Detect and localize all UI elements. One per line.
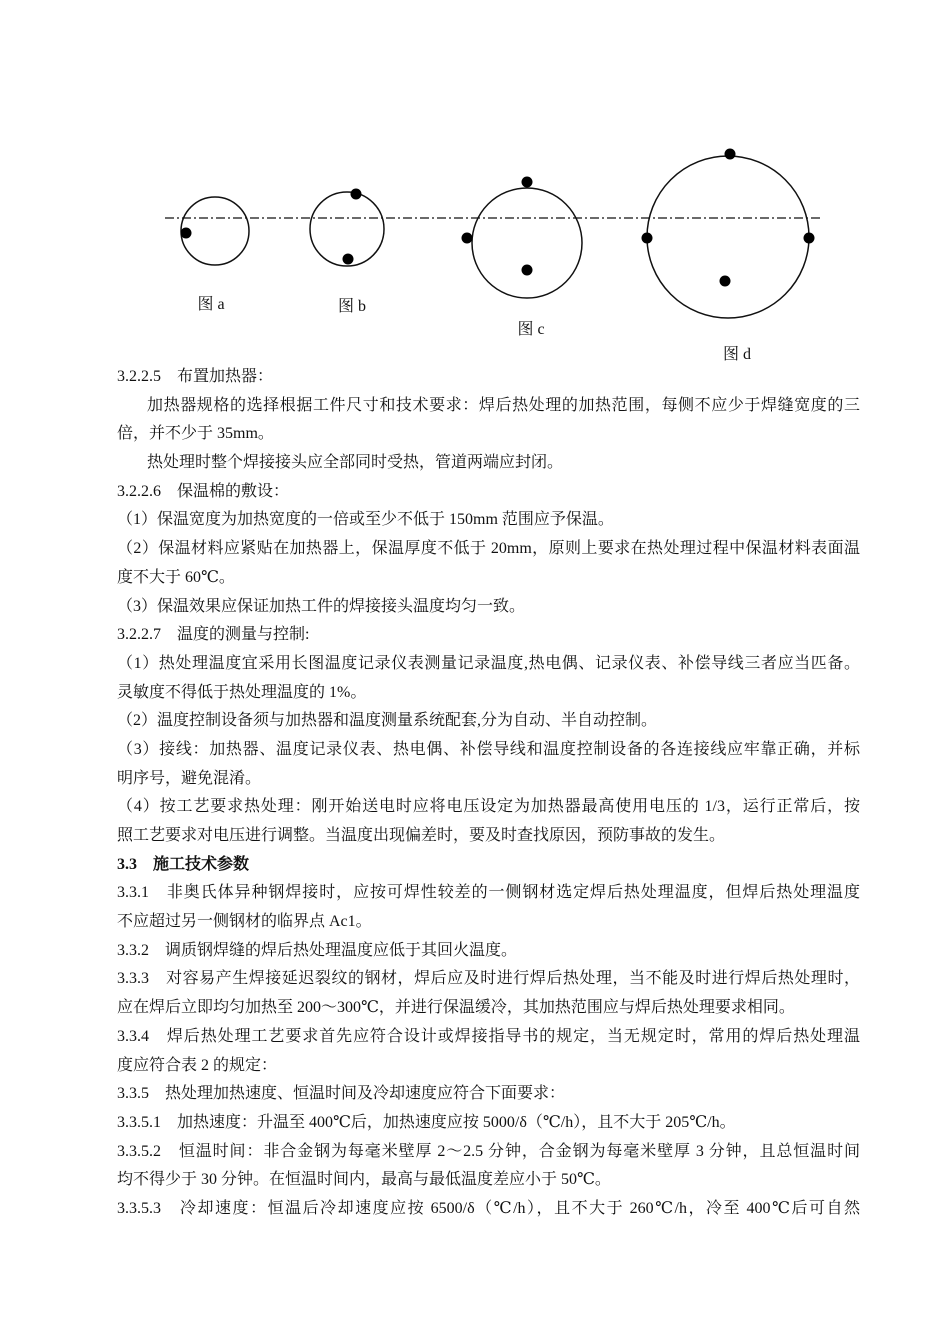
- thermocouple-point: [462, 233, 473, 244]
- figure-c-pipe: [462, 177, 583, 299]
- list-item: [117, 593, 860, 622]
- clause-3-3-2: [117, 937, 860, 966]
- clause-line: 度应符合表 2 的规定：: [117, 1056, 278, 1074]
- clause-line: 3.3.2 调质钢焊缝的焊后热处理温度应低于其回火温度。: [117, 941, 518, 959]
- thermocouple-placement-figure: [0, 0, 950, 370]
- clause-line: 3.3.4 焊后热处理工艺要求首先应符合设计或焊接指导书的规定，当无规定时，常用的焊后热处理温: [117, 1027, 860, 1045]
- clause-line: 不应超过另一侧钢材的临界点 Ac1。: [117, 913, 372, 931]
- list-item-line: （1）热处理温度宜采用长图温度记录仪表测量记录温度,热电偶、记录仪表、补偿导线三者应当匹备。: [117, 654, 860, 672]
- list-item: [117, 707, 860, 736]
- section-heading: 3.3 施工技术参数: [117, 855, 250, 873]
- clause-3-3-1: [117, 879, 860, 936]
- section-heading: 3.2.2.6 保温棉的敷设：: [117, 482, 290, 500]
- pipe-cross-section-circle: [181, 197, 249, 265]
- clause-3-3-5-2: [117, 1138, 860, 1195]
- list-item: [117, 736, 860, 793]
- clause-line: 均不得少于 30 分钟。在恒温时间内，最高与最低温度差应小于 50℃。: [117, 1171, 611, 1189]
- list-item-line: 灵敏度不得低于热处理温度的 1%。: [117, 683, 367, 701]
- list-item-line: （3）保温效果应保证加热工件的焊接接头温度均匀一致。: [117, 597, 526, 615]
- clause-line: 应在焊后立即均匀加热至 200～300℃，并进行保温缓冷，其加热范围应与焊后热处理要求相同。: [117, 999, 795, 1017]
- clause-line: 3.3.5 热处理加热速度、恒温时间及冷却速度应符合下面要求：: [117, 1085, 566, 1103]
- clause-3-3-3: [117, 965, 860, 1022]
- thermocouple-point: [522, 265, 533, 276]
- paragraph-line: 热处理时整个焊接接头应全部同时受热，管道两端应封闭。: [147, 454, 564, 472]
- thermocouple-point: [522, 177, 533, 188]
- clause-line: 3.3.5.2 恒温时间：非合金钢为每毫米壁厚 2～2.5 分钟，合金钢为每毫米壁厚 3 分钟，且总恒温时间: [117, 1142, 860, 1160]
- clause-line: 3.3.3 对容易产生焊接延迟裂纹的钢材，焊后应及时进行焊后热处理，当不能及时进行焊后热处理时，: [117, 970, 860, 988]
- paragraph-line: 加热器规格的选择根据工件尺寸和技术要求：焊后热处理的加热范围，每侧不应少于焊缝宽度的三: [147, 396, 860, 414]
- thermocouple-point: [725, 149, 736, 160]
- thermocouple-point: [351, 189, 362, 200]
- section-3-2-2-5: [117, 363, 860, 478]
- figure-caption-c: 图 c: [517, 321, 545, 338]
- section-heading: 3.2.2.7 温度的测量与控制:: [117, 626, 310, 644]
- figure-a-pipe: [181, 197, 250, 265]
- body-text: [117, 363, 860, 1224]
- clause-3-3-5-1: [117, 1109, 860, 1138]
- figure-b-pipe: [310, 189, 384, 267]
- thermocouple-point: [720, 276, 731, 287]
- list-item: [117, 650, 860, 707]
- clause-3-3-5-3: [117, 1195, 860, 1224]
- list-item-line: 明序号，避免混淆。: [117, 769, 262, 787]
- figure-caption-d: 图 d: [722, 346, 751, 363]
- section-3-3: [117, 851, 860, 1224]
- list-item-line: （2）温度控制设备须与加热器和温度测量系统配套,分为自动、半自动控制。: [117, 712, 658, 730]
- section-3-2-2-6: [117, 478, 860, 621]
- thermocouple-point: [804, 233, 815, 244]
- figure-caption-a: 图 a: [197, 296, 225, 313]
- figure-d-pipe: [642, 149, 815, 319]
- list-item: [117, 535, 860, 592]
- clause-line: 3.3.5.3 冷却速度：恒温后冷却速度应按 6500/δ（℃/h），且不大于 260℃/h，冷至 400℃后可自然: [117, 1199, 860, 1217]
- list-item-line: （2）保温材料应紧贴在加热器上，保温厚度不低于 20mm，原则上要求在热处理过程中保温材料表面温: [117, 540, 860, 558]
- clause-line: 3.3.1 非奥氏体异种钢焊接时，应按可焊性较差的一侧钢材选定焊后热处理温度，但焊后热处理温度: [117, 884, 860, 902]
- pipe-cross-section-circle: [472, 188, 582, 298]
- section-3-2-2-7: [117, 621, 860, 851]
- paragraph: [117, 392, 860, 449]
- list-item-line: 照工艺要求对电压进行调整。当温度出现偏差时，要及时查找原因，预防事故的发生。: [117, 827, 726, 844]
- clause-3-3-5: [117, 1080, 860, 1109]
- list-item-line: 度不大于 60℃。: [117, 568, 235, 586]
- pipe-cross-section-circle: [647, 156, 809, 318]
- thermocouple-point: [181, 228, 192, 239]
- list-item-line: （4）按工艺要求热处理：刚开始送电时应将电压设定为加热器最高使用电压的 1/3，运行正常后，按: [117, 798, 860, 816]
- list-item-line: （1）保温宽度为加热宽度的一倍或至少不低于 150mm 范围应予保温。: [117, 511, 614, 529]
- clause-line: 3.3.5.1 加热速度：升温至 400℃后，加热速度应按 5000/δ（℃/h），且不大于 205℃/h。: [117, 1113, 736, 1131]
- clause-3-3-4: [117, 1023, 860, 1080]
- paragraph-line: 倍，并不少于 35mm。: [117, 425, 274, 443]
- list-item: [117, 506, 860, 535]
- thermocouple-point: [343, 254, 354, 265]
- section-heading: 3.2.2.5 布置加热器：: [117, 368, 274, 385]
- paragraph: [117, 449, 860, 478]
- list-item-line: （3）接线：加热器、温度记录仪表、热电偶、补偿导线和温度控制设备的各连接线应牢靠正确，并标: [117, 740, 860, 758]
- thermocouple-point: [642, 233, 653, 244]
- figure-caption-b: 图 b: [337, 298, 366, 315]
- list-item: [117, 793, 860, 850]
